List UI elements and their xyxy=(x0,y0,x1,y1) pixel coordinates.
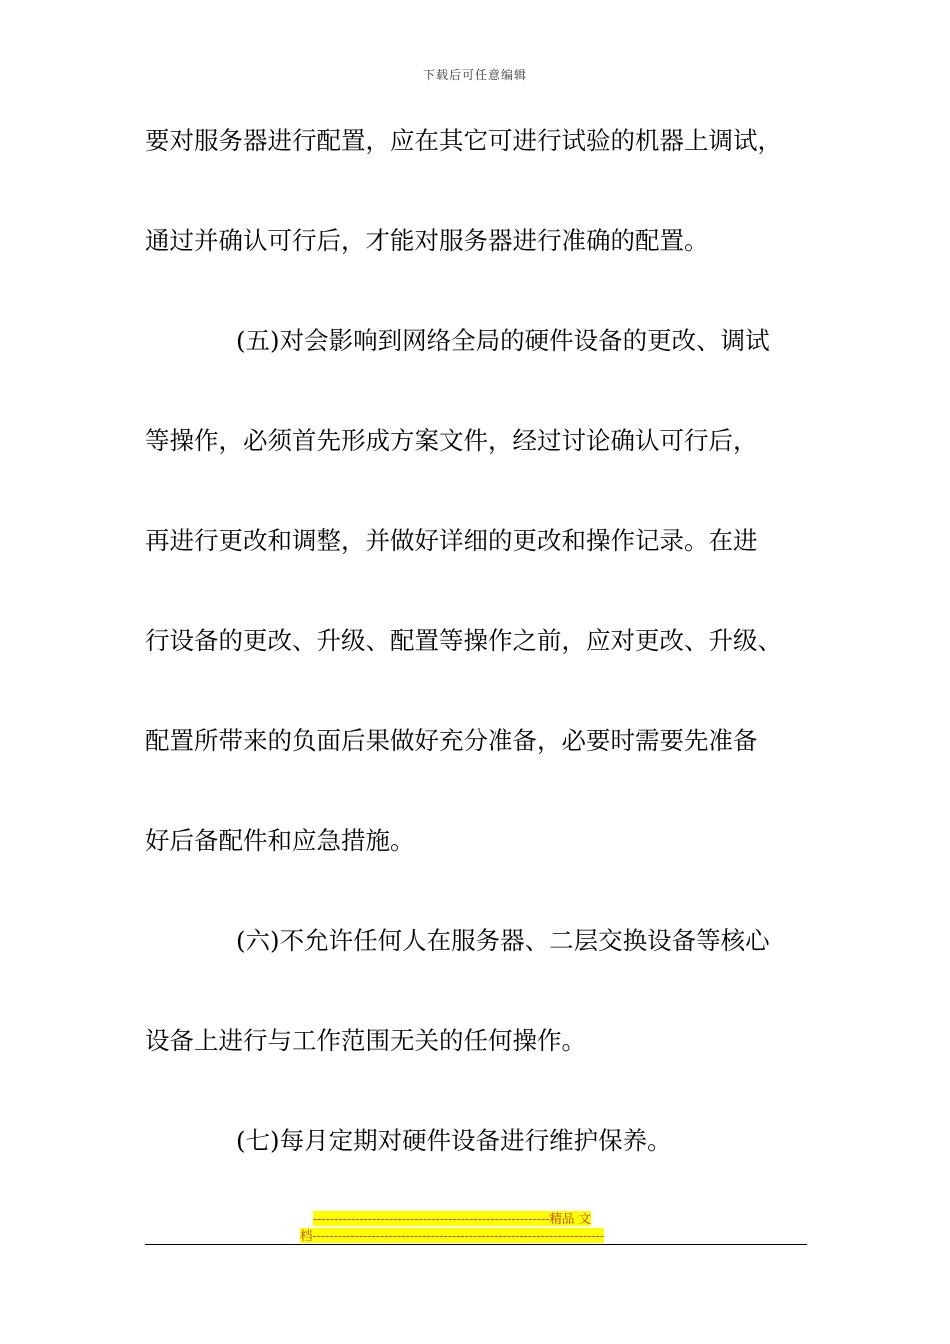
text-line: 再进行更改和调整，并做好详细的更改和操作记录。在进 xyxy=(145,526,758,555)
text-line: 好后备配件和应急措施。 xyxy=(145,826,415,855)
text-line: 要对服务器进行配置，应在其它可进行试验的机器上调试， xyxy=(145,126,782,155)
text-line-paragraph-start: (六)不允许任何人在服务器、二层交换设备等核心 xyxy=(236,926,770,955)
footer-banner-line-2: 档--------------------------------------------------------------------- xyxy=(300,1228,604,1243)
document-body xyxy=(145,112,810,1212)
text-line: 通过并确认可行后，才能对服务器进行准确的配置。 xyxy=(145,226,709,255)
text-line-paragraph-start: (五)对会影响到网络全局的硬件设备的更改、调试 xyxy=(236,326,770,355)
text-line: 行设备的更改、升级、配置等操作之前，应对更改、升级、 xyxy=(145,626,782,655)
text-line: 设备上进行与工作范围无关的任何操作。 xyxy=(145,1026,586,1055)
footer-divider xyxy=(145,1244,807,1245)
page-header-note: 下载后可任意编辑 xyxy=(422,68,527,82)
text-line-paragraph-start: (七)每月定期对硬件设备进行维护保养。 xyxy=(236,1126,672,1155)
footer-banner-line-1: --------------------------------------------------------精品 文 xyxy=(313,1211,591,1226)
footer-banner xyxy=(300,1210,652,1244)
text-line: 等操作，必须首先形成方案文件，经过讨论确认可行后， xyxy=(145,426,758,455)
text-line: 配置所带来的负面后果做好充分准备，必要时需要先准备 xyxy=(145,726,758,755)
